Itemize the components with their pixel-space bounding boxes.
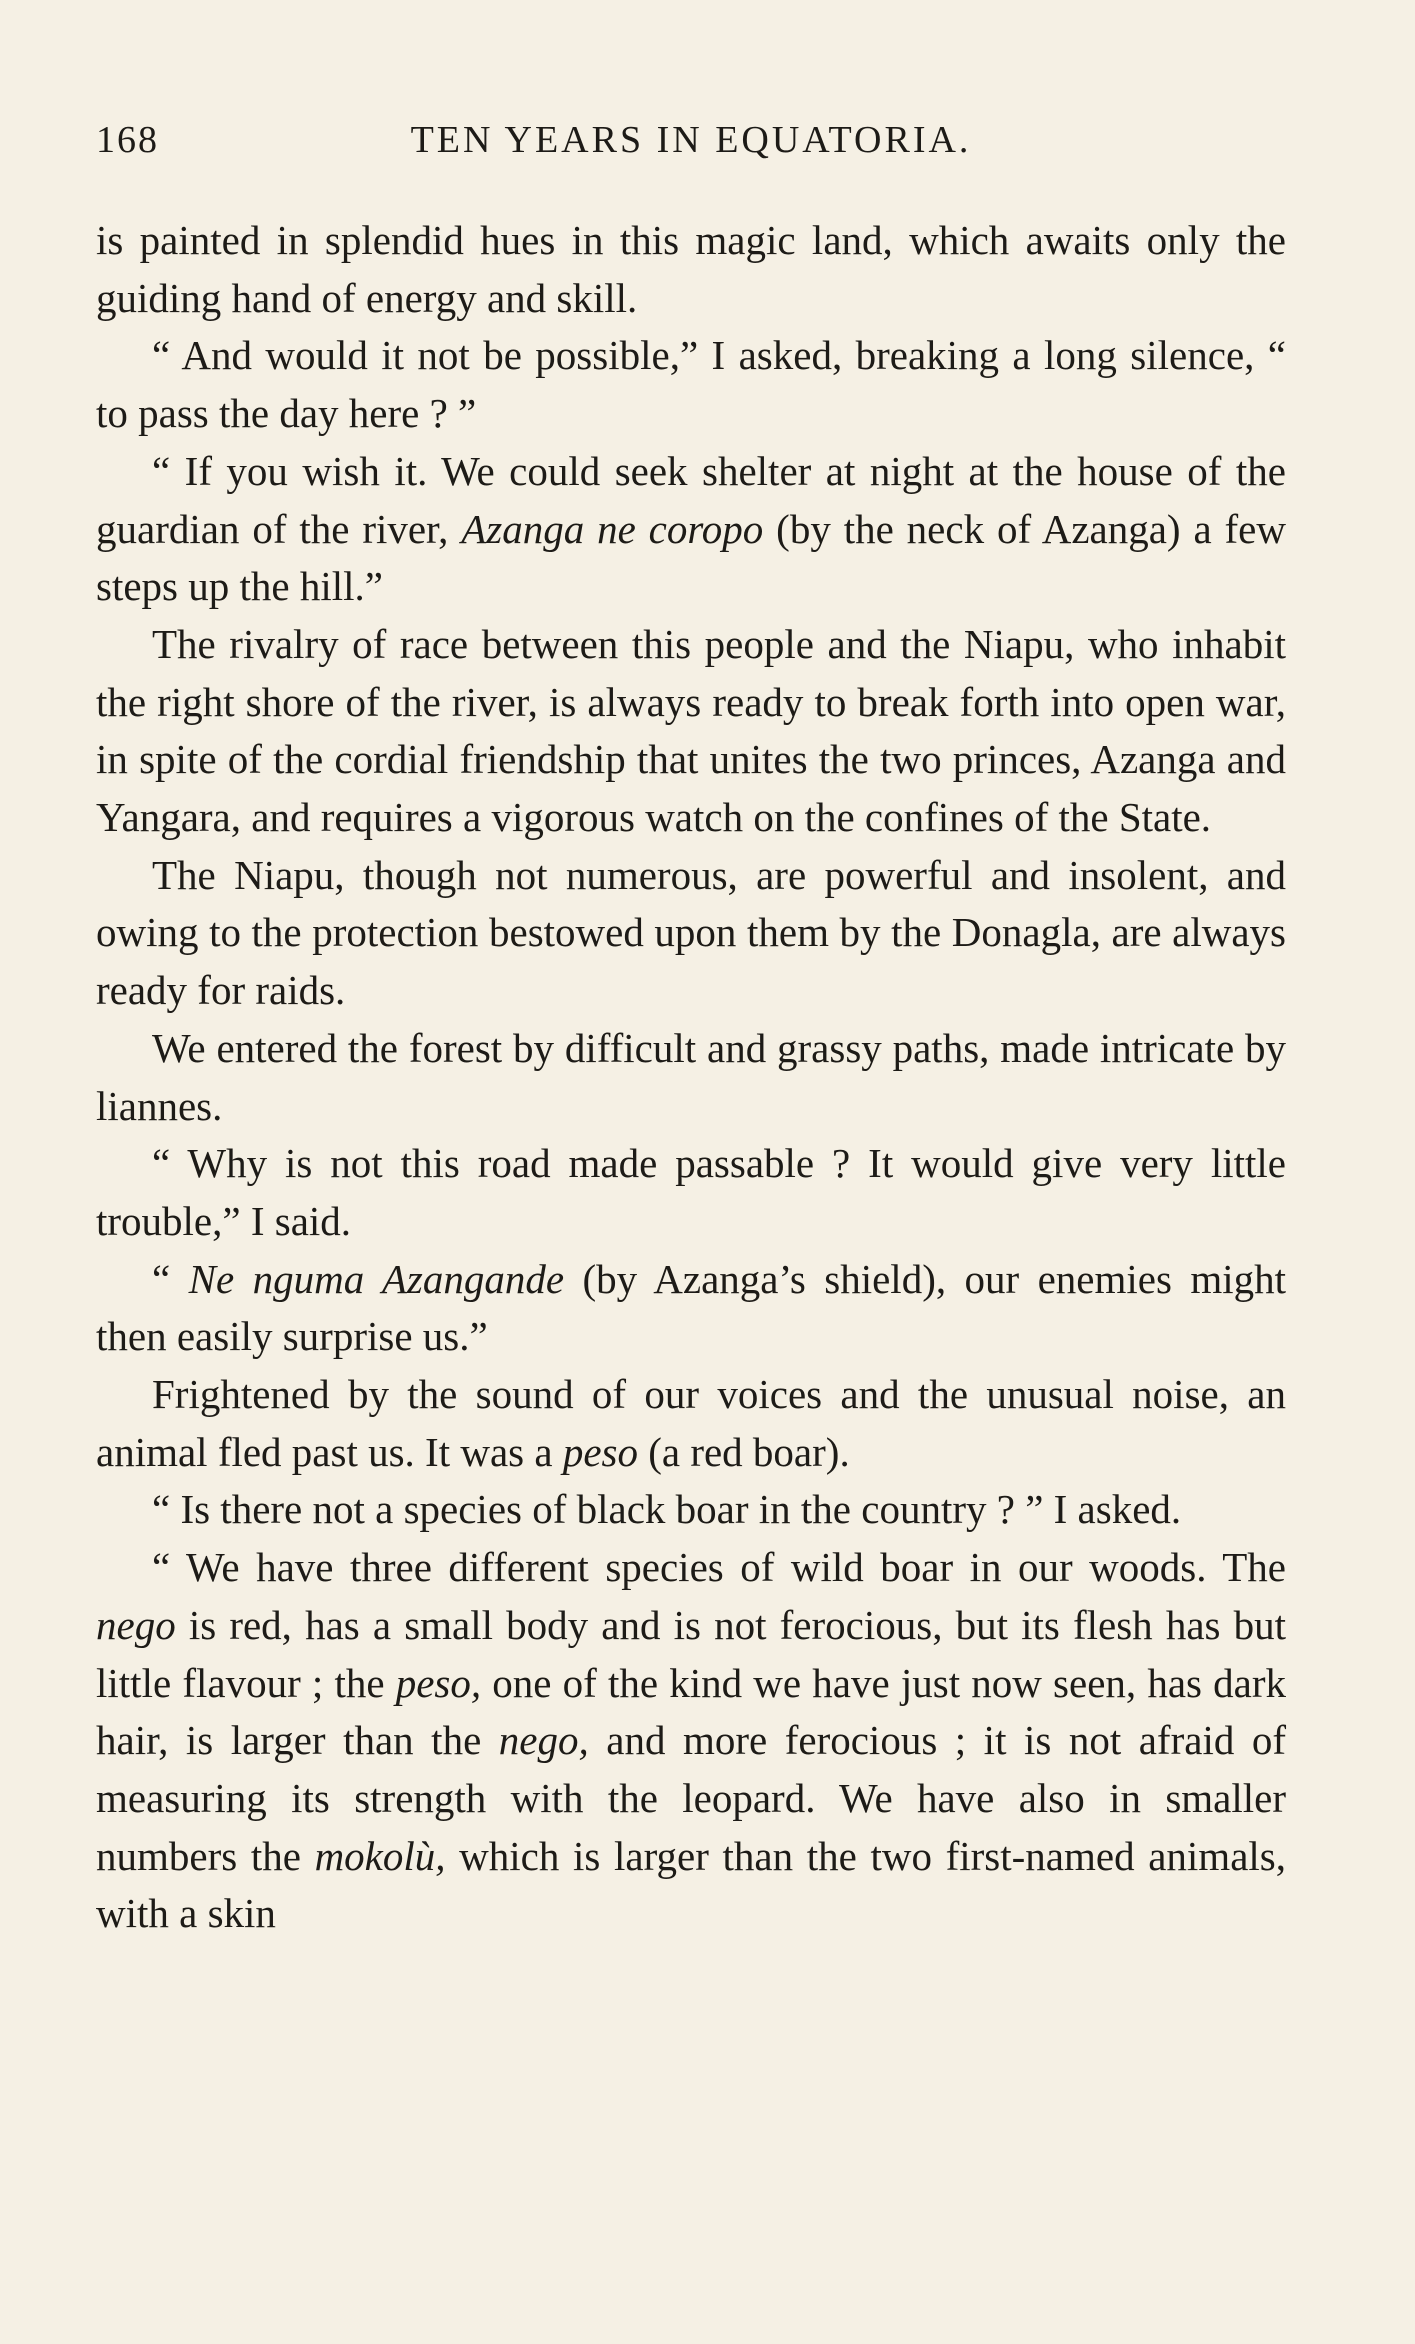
italic-term: peso, xyxy=(395,1659,482,1706)
italic-term: Ne nguma Azangande xyxy=(188,1255,565,1302)
text-run: We entered the forest by difficult and grassy paths, made intricate by liannes. xyxy=(96,1024,1286,1129)
paragraph xyxy=(96,1251,1286,1366)
text-run: “ If you wish it. We could seek shelter at night at the house of the guardian of the river, xyxy=(96,447,1286,552)
paragraph xyxy=(96,212,1286,327)
text-run: (by the neck of Azanga) a few steps up the hill.” xyxy=(96,505,1286,610)
text-run: The rivalry of race between this people and the Niapu, who inhabit the right shore of the river, is always ready to break forth into open war, in spite of the cordial friendship that unites the two princes, Azanga and Yangara, and requires a vigorous watch on the confines of the State. xyxy=(96,620,1286,841)
text-run: (a red boar). xyxy=(637,1428,850,1475)
paragraph xyxy=(96,847,1286,1020)
italic-term: peso xyxy=(562,1428,638,1475)
page-header xyxy=(96,118,1286,174)
paragraph xyxy=(96,1539,1286,1943)
paragraph xyxy=(96,327,1286,442)
italic-term: mokolù, xyxy=(314,1832,446,1879)
text-run: “ xyxy=(152,1255,189,1302)
italic-term: nego, xyxy=(498,1717,589,1764)
text-run: is red, has a small body and is not ferocious, but its flesh has but little flavour ; the xyxy=(96,1601,1286,1706)
text-run: one of the kind we have just now seen, has dark hair, is larger than the xyxy=(96,1659,1286,1764)
text-run: which is larger than the two first-named animals, with a skin xyxy=(96,1832,1286,1937)
text-run: Frightened by the sound of our voices and the unusual noise, an animal fled past us. It was a xyxy=(96,1371,1286,1475)
paragraph xyxy=(96,1020,1286,1135)
italic-term: Azanga ne coropo xyxy=(461,505,764,552)
text-run: The Niapu, though not numerous, are powerful and insolent, and owing to the protection bestowed upon them by the Donagla, are always ready for raids. xyxy=(96,851,1286,1014)
body-text xyxy=(96,212,1286,1943)
text-run: “ We have three different species of wild boar in our woods. The xyxy=(152,1544,1286,1591)
paragraph xyxy=(96,1481,1286,1539)
text-run: (by Azanga’s shield), our enemies might then easily surprise us.” xyxy=(96,1255,1287,1360)
paragraph xyxy=(96,1135,1286,1250)
text-run: “ Why is not this road made passable ? It would give very little trouble,” I said. xyxy=(96,1140,1286,1244)
paragraph xyxy=(96,443,1286,616)
paragraph xyxy=(96,616,1286,847)
text-run: is painted in splendid hues in this magic land, which awaits only the guiding hand of energy and skill. xyxy=(96,217,1286,321)
text-run: and more ferocious ; it is not afraid of measuring its strength with the leopard. We have also in smaller numbers the xyxy=(96,1717,1286,1879)
text-run: “ And would it not be possible,” I asked, breaking a long silence, “ to pass the day here ? ” xyxy=(96,332,1286,437)
paragraph xyxy=(96,1366,1286,1481)
text-run: “ Is there not a species of black boar in the country ? ” I asked. xyxy=(152,1486,1182,1533)
running-title: TEN YEARS IN EQUATORIA. xyxy=(410,119,972,161)
italic-term: nego xyxy=(96,1601,176,1648)
page-number: 168 xyxy=(96,119,159,161)
